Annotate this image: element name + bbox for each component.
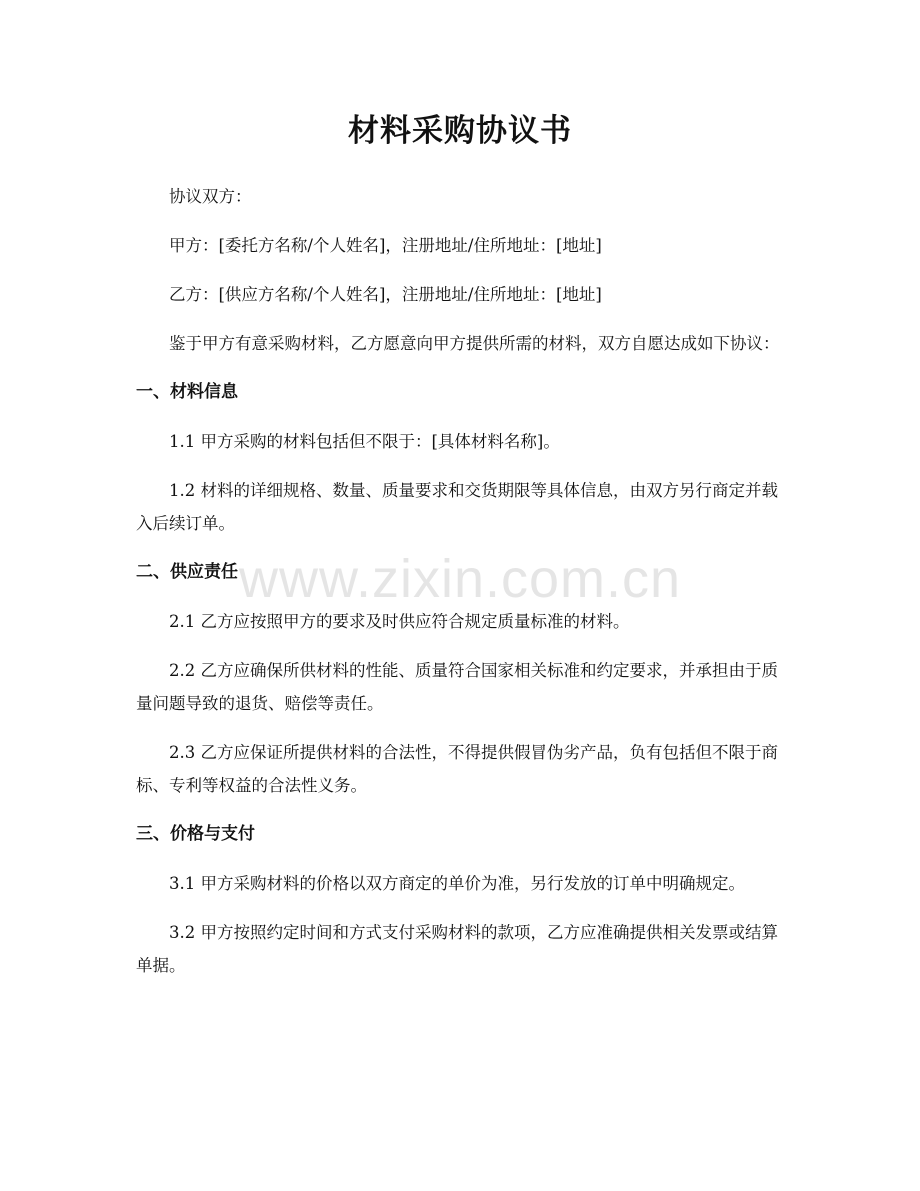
watermark: www.zixin.com.cn [238,549,682,609]
clause-2-1: 2.1 乙方应按照甲方的要求及时供应符合规定质量标准的材料。 [169,612,630,631]
section-heading-price: 三、价格与支付 [136,824,255,844]
document-body [136,180,784,998]
section-heading-supply: 二、供应责任 [136,562,238,582]
party-a: 甲方：[委托方名称/个人姓名]，注册地址/住所地址：[地址] [169,236,602,255]
clause-2-2: 2.2 乙方应确保所供材料的性能、质量符合国家相关标准和约定要求，并承担由于质量问题导致的退货、赔偿等责任。 [136,661,778,713]
parties-label: 协议双方： [169,187,252,206]
clause-1-2: 1.2 材料的详细规格、数量、质量要求和交货期限等具体信息，由双方另行商定并载入后续订单。 [136,481,778,533]
preamble: 鉴于甲方有意采购材料，乙方愿意向甲方提供所需的材料，双方自愿达成如下协议： [169,334,780,353]
document-title: 材料采购协议书 [348,113,572,149]
clause-3-1: 3.1 甲方采购材料的价格以双方商定的单价为准，另行发放的订单中明确规定。 [169,874,745,893]
clause-1-1: 1.1 甲方采购的材料包括但不限于：[具体材料名称]。 [169,432,560,451]
party-b: 乙方：[供应方名称/个人姓名]，注册地址/住所地址：[地址] [169,285,602,304]
clause-2-3: 2.3 乙方应保证所提供材料的合法性，不得提供假冒伪劣产品，负有包括但不限于商标、专利等权益的合法性义务。 [136,743,778,795]
section-heading-materials: 一、材料信息 [136,382,238,402]
clause-3-2: 3.2 甲方按照约定时间和方式支付采购材料的款项，乙方应准确提供相关发票或结算单据。 [136,923,778,975]
